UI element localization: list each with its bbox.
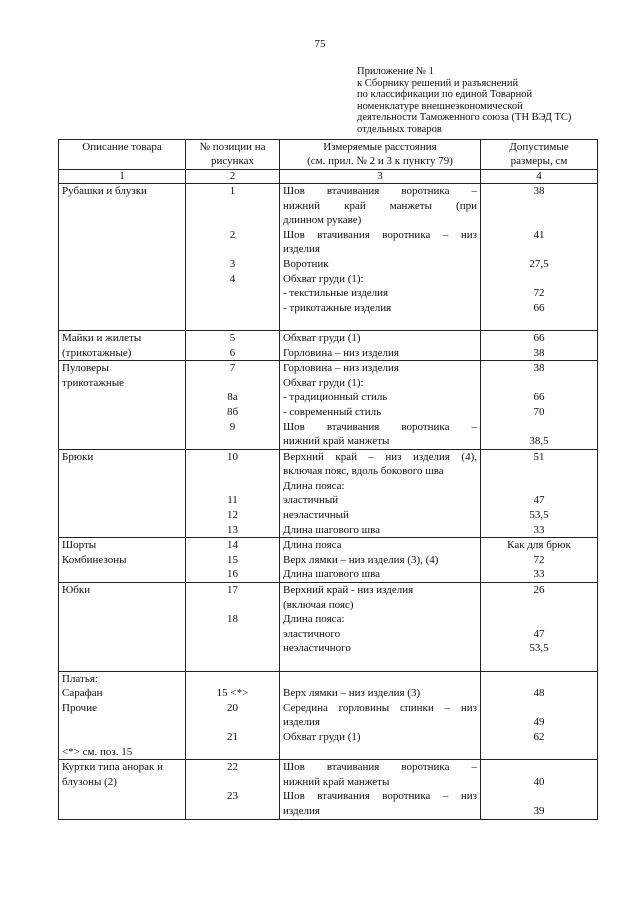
cell-position-line: 23 bbox=[227, 790, 238, 803]
cell-position-line: 17 bbox=[227, 584, 238, 597]
column-number: 4 bbox=[481, 170, 598, 184]
cell-size bbox=[481, 671, 598, 760]
cell-description-line: Брюки bbox=[62, 450, 94, 463]
cell-size-line: 66 bbox=[533, 391, 545, 404]
cell-size-line: 33 bbox=[533, 568, 545, 581]
cell-description-line bbox=[62, 479, 182, 494]
cell-measurement-line: длинном рукаве) bbox=[283, 214, 362, 227]
cell-description-line: Юбки bbox=[62, 584, 91, 597]
cell-description-line bbox=[62, 420, 182, 435]
cell-position bbox=[186, 538, 280, 583]
cell-size-line bbox=[484, 272, 594, 287]
cell-size-line bbox=[484, 213, 594, 228]
cell-size-line: 47 bbox=[533, 627, 545, 640]
cell-position-line: 22 bbox=[227, 761, 238, 774]
table-body bbox=[59, 184, 598, 820]
cell-measurement-line: Верхний край – низ изделия (4), bbox=[283, 450, 477, 463]
cell-measurement bbox=[280, 583, 481, 672]
cell-size-line bbox=[484, 745, 594, 760]
cell-position-line: 12 bbox=[227, 509, 238, 522]
cell-description-line bbox=[62, 523, 182, 538]
cell-measurement-line: - традиционный стиль bbox=[283, 391, 388, 404]
cell-position-line bbox=[189, 286, 276, 301]
appendix-line: по классификации по единой Товарной bbox=[357, 89, 533, 101]
cell-position bbox=[186, 583, 280, 672]
cell-size-line: 38 bbox=[533, 346, 545, 359]
cell-measurement bbox=[280, 671, 481, 760]
cell-size-line: 70 bbox=[533, 405, 545, 418]
cell-measurement-line: эластичный bbox=[283, 494, 339, 507]
cell-position-line: 14 bbox=[227, 539, 238, 552]
cell-size-line bbox=[484, 464, 594, 479]
cell-position-line bbox=[189, 301, 276, 316]
cell-measurement-line: Длина пояса: bbox=[283, 613, 345, 626]
cell-position bbox=[186, 760, 280, 819]
cell-position bbox=[186, 671, 280, 760]
cell-description bbox=[59, 361, 186, 450]
cell-description-line bbox=[62, 641, 182, 656]
header-sizes bbox=[481, 140, 598, 170]
cell-description-line: Рубашки и блузки bbox=[62, 185, 147, 197]
cell-measurement-line: изделия bbox=[283, 716, 320, 729]
cell-measurement-line: - текстильные изделия bbox=[283, 287, 389, 300]
cell-measurement bbox=[280, 184, 481, 331]
cell-measurement-line bbox=[283, 745, 477, 760]
cell-description-line: Сарафан bbox=[62, 687, 103, 700]
table-row bbox=[59, 449, 598, 538]
cell-measurement-line: Воротник bbox=[283, 257, 329, 270]
cell-size-line bbox=[484, 479, 594, 494]
cell-measurement-line: Длина шагового шва bbox=[283, 568, 380, 581]
column-number-row bbox=[59, 170, 598, 184]
cell-position-line: 5 bbox=[229, 331, 236, 344]
cell-measurement-line: неэластичный bbox=[283, 509, 349, 522]
cell-measurement-line: Верх лямки – низ изделия (3), (4) bbox=[283, 553, 439, 566]
cell-measurement-line: Шов втачивания воротника – bbox=[283, 185, 477, 197]
table-row bbox=[59, 538, 598, 583]
table-row bbox=[59, 330, 598, 360]
cell-measurement-line: Шов втачивания воротника – низ bbox=[283, 228, 477, 241]
cell-size-line: 41 bbox=[533, 228, 545, 241]
cell-size bbox=[481, 583, 598, 672]
cell-position-line: 11 bbox=[227, 494, 238, 507]
cell-measurement-line: Шов втачивания воротника – bbox=[283, 420, 477, 433]
cell-size-line: 40 bbox=[533, 775, 545, 788]
cell-position-line bbox=[189, 464, 276, 479]
cell-description bbox=[59, 330, 186, 360]
appendix-caption bbox=[357, 66, 607, 136]
cell-position-line: 2 bbox=[229, 228, 236, 241]
page-number: 75 bbox=[314, 38, 326, 50]
cell-measurement-line: Верх лямки – низ изделия (3) bbox=[283, 687, 421, 700]
cell-description-line bbox=[62, 213, 182, 228]
cell-size-line: 72 bbox=[533, 553, 545, 566]
cell-size-line: 27,5 bbox=[529, 257, 549, 270]
cell-size-line: 26 bbox=[533, 584, 545, 597]
cell-measurement-line: Длина пояса: bbox=[283, 479, 345, 492]
appendix-line: деятельности Таможенного союза (ТН ВЭД ТС) bbox=[357, 112, 572, 124]
cell-measurement-line: Длина шагового шва bbox=[283, 523, 380, 536]
cell-description-line: Прочие bbox=[62, 701, 97, 714]
cell-size-line bbox=[484, 672, 594, 687]
cell-size-line bbox=[484, 242, 594, 257]
cell-measurement-line: Обхват груди (1) bbox=[283, 331, 361, 344]
cell-measurement-line: включая пояс, вдоль бокового шва bbox=[283, 465, 444, 478]
cell-position-line bbox=[189, 627, 276, 642]
cell-position-line bbox=[189, 199, 276, 214]
cell-description bbox=[59, 184, 186, 331]
cell-size-line: 39 bbox=[533, 804, 545, 817]
cell-measurement-line: неэластичного bbox=[283, 642, 351, 655]
header-row bbox=[59, 140, 598, 170]
table-row bbox=[59, 184, 598, 331]
header-measurements-line1: Измеряемые расстояния bbox=[323, 141, 437, 153]
cell-size bbox=[481, 760, 598, 819]
appendix-line: Приложение № 1 bbox=[357, 66, 434, 77]
cell-measurement-line: Обхват груди (1): bbox=[283, 376, 364, 389]
cell-description-line bbox=[62, 301, 182, 316]
column-number: 3 bbox=[280, 170, 481, 184]
cell-size-line: 51 bbox=[533, 450, 545, 463]
cell-measurement-line: изделия bbox=[283, 804, 320, 817]
cell-description-line bbox=[62, 627, 182, 642]
cell-description-line: Шорты bbox=[62, 539, 97, 552]
cell-size-line: 47 bbox=[533, 494, 545, 507]
cell-size-line: 38 bbox=[533, 362, 545, 375]
cell-size-line: 49 bbox=[533, 716, 545, 729]
cell-position-line bbox=[189, 598, 276, 613]
cell-position-line: 21 bbox=[227, 730, 238, 743]
appendix-line: к Сборнику решений и разъяснений bbox=[357, 77, 519, 89]
cell-measurement-line: Горловина – низ изделия bbox=[283, 362, 399, 375]
cell-position-line: 3 bbox=[229, 257, 236, 270]
cell-description-line bbox=[62, 272, 182, 287]
cell-position-line bbox=[189, 656, 276, 671]
header-sizes-line1: Допустимые bbox=[509, 141, 569, 153]
cell-size bbox=[481, 449, 598, 538]
cell-position-line bbox=[189, 715, 276, 730]
cell-description-line bbox=[62, 405, 182, 420]
cell-position bbox=[186, 449, 280, 538]
cell-measurement bbox=[280, 330, 481, 360]
cell-position-line bbox=[189, 242, 276, 257]
cell-position-line: 8а bbox=[227, 391, 238, 404]
cell-description-line: Комбинезоны bbox=[62, 553, 127, 566]
cell-measurement-line: Шов втачивания воротника – bbox=[283, 761, 477, 774]
cell-measurement-line: изделия bbox=[283, 243, 320, 256]
cell-description-line bbox=[62, 804, 182, 819]
header-position-line2: рисунках bbox=[210, 154, 255, 167]
header-position-line1: № позиции на bbox=[199, 141, 266, 153]
cell-position-line bbox=[189, 315, 276, 330]
cell-position bbox=[186, 330, 280, 360]
cell-position-line: 1 bbox=[229, 185, 236, 197]
table-row bbox=[59, 671, 598, 760]
cell-position-line: 6 bbox=[229, 346, 236, 359]
cell-position-line: 10 bbox=[227, 450, 238, 463]
cell-description-line bbox=[62, 598, 182, 613]
cell-size-line: 38,5 bbox=[529, 435, 549, 448]
cell-position-line bbox=[189, 479, 276, 494]
cell-description-line bbox=[62, 257, 182, 272]
cell-description-line bbox=[62, 656, 182, 671]
cell-size bbox=[481, 538, 598, 583]
cell-description-line: Майки и жилеты bbox=[62, 331, 142, 344]
cell-size bbox=[481, 361, 598, 450]
cell-position-line bbox=[189, 641, 276, 656]
cell-size bbox=[481, 184, 598, 331]
cell-description-line bbox=[62, 286, 182, 301]
cell-description-line: (трикотажные) bbox=[62, 346, 132, 359]
cell-description-line bbox=[62, 228, 182, 243]
cell-description-line bbox=[62, 199, 182, 214]
cell-size-line bbox=[484, 199, 594, 214]
cell-position-line: 18 bbox=[227, 613, 238, 626]
cell-description-line bbox=[62, 789, 182, 804]
column-number: 1 bbox=[59, 170, 186, 184]
cell-measurement-line: (включая пояс) bbox=[283, 598, 354, 611]
cell-measurement-line: Обхват груди (1): bbox=[283, 272, 364, 285]
cell-size-line bbox=[484, 612, 594, 627]
cell-measurement-line bbox=[283, 672, 477, 687]
cell-measurement bbox=[280, 538, 481, 583]
cell-description bbox=[59, 538, 186, 583]
cell-position-line bbox=[189, 434, 276, 449]
cell-position-line: 15 <*> bbox=[216, 687, 249, 700]
cell-size-line: 72 bbox=[533, 287, 545, 300]
cell-measurement bbox=[280, 449, 481, 538]
cell-description bbox=[59, 449, 186, 538]
table-row bbox=[59, 361, 598, 450]
cell-description-line bbox=[62, 242, 182, 257]
cell-measurement bbox=[280, 361, 481, 450]
cell-description-line bbox=[62, 493, 182, 508]
cell-size-line bbox=[484, 315, 594, 330]
cell-position-line bbox=[189, 672, 276, 687]
cell-size-line bbox=[484, 760, 594, 775]
cell-size-line: 66 bbox=[533, 331, 545, 344]
cell-size-line: 38 bbox=[533, 185, 545, 197]
cell-measurement-line: - современный стиль bbox=[283, 405, 382, 418]
cell-description-line bbox=[62, 730, 182, 745]
cell-position-line: 13 bbox=[227, 523, 238, 536]
cell-position-line bbox=[189, 745, 276, 760]
cell-measurement-line bbox=[283, 315, 477, 330]
cell-measurement-line: Верхний край - низ изделия bbox=[283, 584, 414, 597]
cell-measurement bbox=[280, 760, 481, 819]
cell-measurement-line: - трикотажные изделия bbox=[283, 301, 392, 314]
header-description: Описание товара bbox=[59, 140, 186, 170]
cell-position-line bbox=[189, 804, 276, 819]
cell-description bbox=[59, 671, 186, 760]
cell-measurement-line bbox=[283, 656, 477, 671]
cell-position-line: 7 bbox=[229, 362, 236, 375]
column-number: 2 bbox=[186, 170, 280, 184]
cell-description-line: Платья: bbox=[62, 672, 98, 685]
cell-measurement-line: нижний край манжеты bbox=[283, 435, 390, 448]
header-measurements bbox=[280, 140, 481, 170]
cell-position-line: 9 bbox=[229, 420, 236, 433]
cell-description-line: трикотажные bbox=[62, 376, 125, 389]
cell-description-line bbox=[62, 612, 182, 627]
cell-position-line: 15 bbox=[227, 553, 238, 566]
cell-description bbox=[59, 760, 186, 819]
cell-size-line: Как для брюк bbox=[507, 539, 571, 552]
cell-size-line: 53,5 bbox=[529, 642, 549, 655]
cell-measurement-line: эластичного bbox=[283, 627, 341, 640]
cell-position-line bbox=[189, 376, 276, 391]
cell-measurement-line: Обхват груди (1) bbox=[283, 730, 361, 743]
cell-size-line bbox=[484, 376, 594, 391]
table-row bbox=[59, 583, 598, 672]
header-measurements-line2: (см. прил. № 2 и 3 к пункту 79) bbox=[307, 154, 453, 167]
cell-position-line bbox=[189, 213, 276, 228]
cell-position bbox=[186, 184, 280, 331]
cell-size bbox=[481, 330, 598, 360]
table-row bbox=[59, 760, 598, 819]
cell-size-line bbox=[484, 789, 594, 804]
header-sizes-line2: размеры, см bbox=[510, 154, 568, 167]
cell-measurement-line: Горловина – низ изделия bbox=[283, 346, 399, 359]
cell-size-line: 62 bbox=[533, 730, 545, 743]
cell-description-line bbox=[62, 508, 182, 523]
cell-description-line: <*> см. поз. 15 bbox=[62, 745, 133, 758]
cell-description-line bbox=[62, 390, 182, 405]
header-position bbox=[186, 140, 280, 170]
cell-measurement-line: нижний край манжеты bbox=[283, 775, 390, 788]
cell-measurement-line: Шов втачивания воротника – низ bbox=[283, 790, 477, 803]
cell-position-line: 20 bbox=[227, 701, 238, 714]
cell-description-line bbox=[62, 567, 182, 582]
cell-description-line bbox=[62, 715, 182, 730]
cell-size-line bbox=[484, 701, 594, 716]
cell-size-line: 53,5 bbox=[529, 509, 549, 522]
cell-measurement-line: Длина пояса bbox=[283, 539, 342, 552]
cell-size-line: 48 bbox=[533, 687, 545, 700]
cell-size-line bbox=[484, 656, 594, 671]
cell-description-line bbox=[62, 464, 182, 479]
cell-measurement-line: Середина горловины спинки – низ bbox=[283, 701, 477, 714]
cell-measurement-line: нижний край манжеты (при bbox=[283, 199, 477, 212]
cell-size-line bbox=[484, 420, 594, 435]
cell-size-line: 33 bbox=[533, 523, 545, 536]
cell-description-line: Куртки типа анорак и bbox=[62, 761, 163, 774]
size-table bbox=[58, 139, 598, 820]
cell-description-line: Пуловеры bbox=[62, 362, 109, 375]
appendix-line: отдельных товаров bbox=[357, 123, 442, 135]
cell-description-line bbox=[62, 315, 182, 330]
cell-position-line bbox=[189, 775, 276, 790]
cell-description bbox=[59, 583, 186, 672]
cell-position-line: 8б bbox=[226, 405, 239, 418]
cell-description-line: блузоны (2) bbox=[62, 775, 117, 788]
cell-position bbox=[186, 361, 280, 450]
appendix-line: номенклатуре внешнеэкономической bbox=[357, 100, 523, 112]
cell-size-line bbox=[484, 598, 594, 613]
cell-description-line bbox=[62, 434, 182, 449]
cell-position-line: 16 bbox=[227, 568, 238, 581]
cell-position-line: 4 bbox=[229, 272, 236, 285]
cell-size-line: 66 bbox=[533, 301, 545, 314]
